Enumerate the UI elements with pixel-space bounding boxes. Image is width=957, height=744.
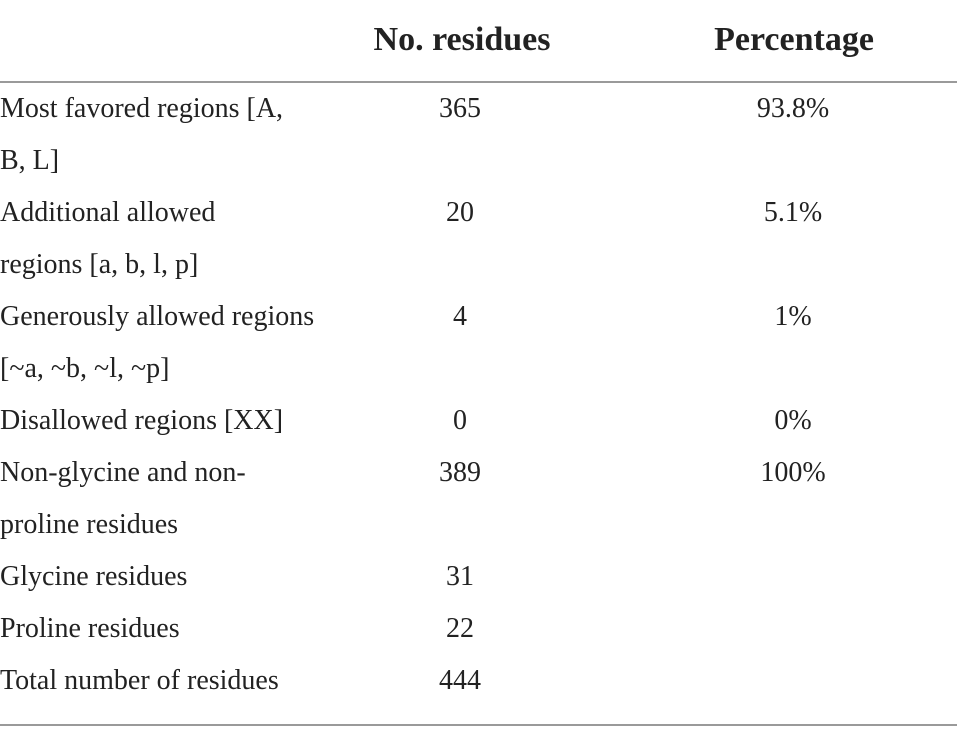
table-row xyxy=(0,551,957,603)
table-row xyxy=(0,83,957,187)
table-row xyxy=(0,395,957,447)
column-header-percentage: Percentage xyxy=(714,21,874,58)
table-row xyxy=(0,603,957,655)
row-residues: 365 xyxy=(439,93,481,124)
table-body xyxy=(0,83,957,707)
row-percentage: 100% xyxy=(760,457,826,488)
row-residues: 31 xyxy=(446,561,474,592)
row-label: Non-glycine and non-proline residues xyxy=(0,457,246,540)
row-label: Most favored regions [A, B, L] xyxy=(0,93,284,176)
column-header-residues: No. residues xyxy=(373,21,551,58)
row-label: Total number of residues xyxy=(0,665,279,696)
row-label: Generously allowed regions [~a, ~b, ~l, ~p] xyxy=(0,301,315,384)
row-percentage: 0% xyxy=(774,405,812,436)
table-row xyxy=(0,655,957,707)
row-residues: 444 xyxy=(439,665,481,696)
row-label: Additional allowed regions [a, b, l, p] xyxy=(0,197,216,280)
row-residues: 389 xyxy=(439,457,481,488)
row-percentage: 93.8% xyxy=(756,93,830,124)
row-percentage: 5.1% xyxy=(763,197,823,228)
row-label: Disallowed regions [XX] xyxy=(0,405,284,436)
table-row xyxy=(0,291,957,395)
row-residues: 4 xyxy=(453,301,467,332)
table-row xyxy=(0,187,957,291)
table-bottom-rule xyxy=(0,724,957,726)
row-residues: 20 xyxy=(446,197,474,228)
table-row xyxy=(0,447,957,551)
row-label: Glycine residues xyxy=(0,561,188,592)
row-label: Proline residues xyxy=(0,613,180,644)
row-residues: 0 xyxy=(453,405,467,436)
row-percentage: 1% xyxy=(774,301,812,332)
row-residues: 22 xyxy=(446,613,474,644)
table-header-row xyxy=(0,0,957,80)
